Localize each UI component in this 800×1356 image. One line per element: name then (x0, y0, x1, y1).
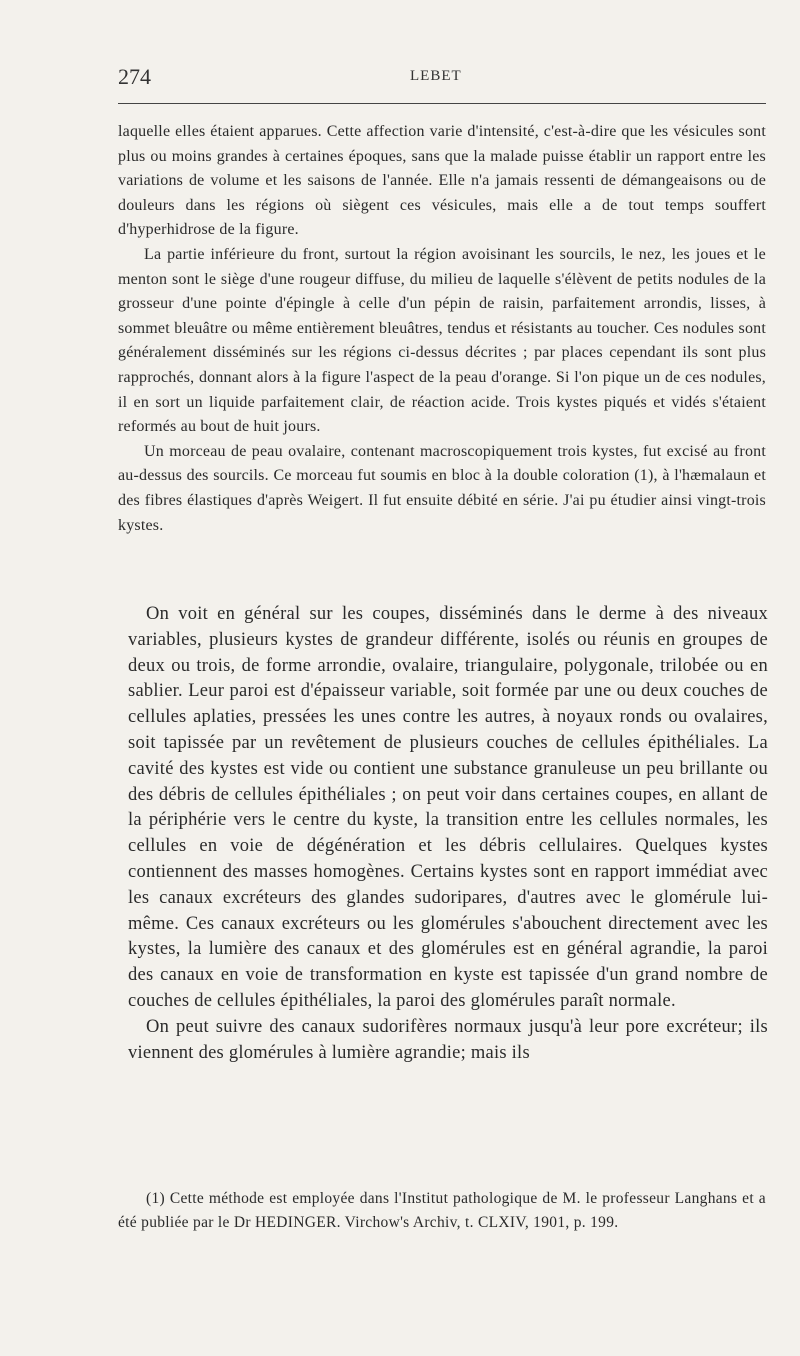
running-title: LEBET (410, 68, 462, 84)
main-text-section (128, 602, 768, 1066)
page-header (118, 64, 768, 94)
footnote-text: (1) Cette méthode est employée dans l'Institut pathologique de M. le professeur Langhans et a été publiée par le Dr HEDINGER. Virchow's Archiv, t. CLXIV, 1901, p. 199. (118, 1190, 766, 1231)
header-rule (118, 103, 766, 104)
paragraph: La partie inférieure du front, surtout la région avoisinant les sourcils, le nez, les joues et le menton sont le siège d'une rougeur diffuse, du milieu de laquelle s'élèvent de petits nodules de la grosseur d'une pointe d'épingle à celle d'un pépin de raisin, parfaitement arrondis, lisses, à sommet bleuâtre ou même entièrement bleuâtres, tendus et résistants au toucher. Ces nodules sont généralement disséminés sur les régions ci-dessus décrites ; par places cependant ils sont plus rapprochés, donnant alors à la figure l'aspect de la peau d'orange. Si l'on pique un de ces nodules, il en sort un liquide parfaitement clair, de réaction acide. Trois kystes piqués et vidés s'étaient reformés au bout de huit jours. (118, 245, 766, 436)
paragraph: Un morceau de peau ovalaire, contenant macroscopiquement trois kystes, fut excisé au front au-dessus des sourcils. Ce morceau fut soumis en bloc à la double coloration (1), à l'hæmalaun et des fibres élastiques d'après Weigert. Il fut ensuite débité en série. J'ai pu étudier ainsi vingt-trois kystes. (118, 442, 766, 534)
small-print-section (118, 120, 766, 538)
paragraph: laquelle elles étaient apparues. Cette affection varie d'intensité, c'est-à-dire que les vésicules sont plus ou moins grandes à certaines époques, sans que la malade puisse établir un rapport entre les variations de volume et les saisons de l'année. Elle n'a jamais ressenti de démangeaisons ou de douleurs dans les régions où siègent ces vésicules, mais elle a de tout temps souffert d'hyperhidrose de la figure. (118, 123, 766, 239)
paragraph: On peut suivre des canaux sudorifères normaux jusqu'à leur pore excréteur; ils viennent des glomérules à lumière agrandie; mais ils (128, 1016, 768, 1063)
paragraph: On voit en général sur les coupes, disséminés dans le derme à des niveaux variables, plusieurs kystes de grandeur différente, isolés ou réunis en groupes de deux ou trois, de forme arrondie, ovalaire, triangulaire, polygonale, trilobée ou en sablier. Leur paroi est d'épaisseur variable, soit formée par une ou deux couches de cellules aplaties, pressées les unes contre les autres, à noyaux ronds ou ovalaires, soit tapissée par un revêtement de plusieurs couches de cellules épithéliales. La cavité des kystes est vide ou contient une substance granuleuse un peu brillante ou des débris de cellules épithéliales ; on peut voir dans certaines coupes, en allant de la périphérie vers le centre du kyste, la transition entre les cellules normales, les cellules en voie de dégénération et les débris cellulaires. Quelques kystes contiennent des masses homogènes. Certains kystes sont en rapport immédiat avec les canaux excréteurs des glandes sudoripares, d'autres avec le glomérule lui-même. Ces canaux excréteurs ou les glomérules s'abouchent directement avec les kystes, la lumière des canaux et des glomérules est en général agrandie, la paroi des canaux en voie de transformation en kyste est tapissée d'un grand nombre de couches de cellules épithéliales, la paroi des glomérules paraît normale. (128, 604, 768, 1011)
footnote (118, 1187, 766, 1235)
page-number: 274 (118, 64, 151, 89)
